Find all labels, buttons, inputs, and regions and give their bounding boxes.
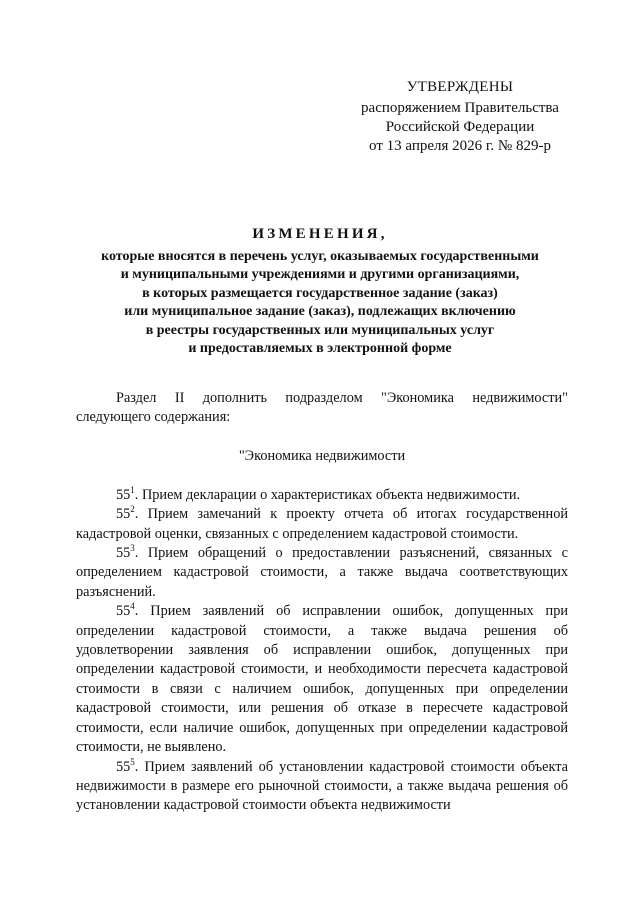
subtitle-line: в реестры государственных или муниципальных услуг [145,322,495,338]
approval-line: Российской Федерации [385,119,535,135]
approval-line: распоряжением Правительства [361,100,559,116]
subtitle-line: которые вносятся в перечень услуг, оказываемых государственными [101,249,539,264]
item-superscript: 2 [130,504,135,515]
item-text: . Прием заявлений об исправлении ошибок, допущенных при определении кадастровой стоимости, а также выдача решения об удовлетворении заявления об исправлении ошибок, допущенных при определении кадастровой стоимости, и необходимости пересчета кадастровой стоимости в связи с наличием ошибок, допущенных при определении кадастровой стоимости, или решения об отказе в пересчете кадастровой стоимости, если наличие ошибок, допущенных при определении кадастровой стоимости, не выявлено. [76,603,568,756]
item-number: 55 [116,758,131,775]
approval-title: УТВЕРЖДЕНЫ [406,79,514,95]
list-item [76,505,568,544]
approval-date: от 13 апреля 2026 г. № 829-р [369,138,551,154]
item-superscript: 4 [130,601,135,612]
subtitle-line: или муниципальное задание (заказ), подлежащих включению [124,304,516,320]
document-title: ИЗМЕНЕНИЯ, [252,226,388,242]
item-text: . Прием замечаний к проекту отчета об итогах государственной кадастровой оценки, связанных с определением кадастровой стоимости. [76,506,568,542]
document-body [76,389,568,816]
item-superscript: 5 [130,756,135,767]
item-number: 55 [116,486,131,503]
subtitle-line: и муниципальными учреждениями и другими организациями, [120,267,520,283]
intro-paragraph: Раздел II дополнить подразделом "Экономика недвижимости" следующего содержания: [76,390,568,426]
section-heading: "Экономика недвижимости [238,447,406,464]
item-superscript: 1 [130,485,135,496]
document-subtitle [70,248,570,358]
item-number: 55 [116,545,131,562]
list-item [76,486,568,505]
item-number: 55 [116,603,131,620]
item-superscript: 3 [130,543,135,554]
item-text: . Прием заявлений об установлении кадастровой стоимости объекта недвижимости в размере его рыночной стоимости, а также выдача решения об установлении кадастровой стоимости объекта недвижимости [76,758,568,814]
item-text: . Прием обращений о предоставлении разъяснений, связанных с определением кадастровой стоимости, а также выдача соответствующих разъяснений. [76,545,568,600]
list-item [76,602,568,757]
item-number: 55 [116,506,131,523]
subtitle-line: и предоставляемых в электронной форме [188,341,452,357]
approval-block [320,78,600,156]
list-item [76,544,568,602]
item-text: . Прием декларации о характеристиках объекта недвижимости. [134,486,521,503]
subtitle-line: в которых размещается государственное задание (заказ) [142,285,498,301]
list-item [76,758,568,816]
